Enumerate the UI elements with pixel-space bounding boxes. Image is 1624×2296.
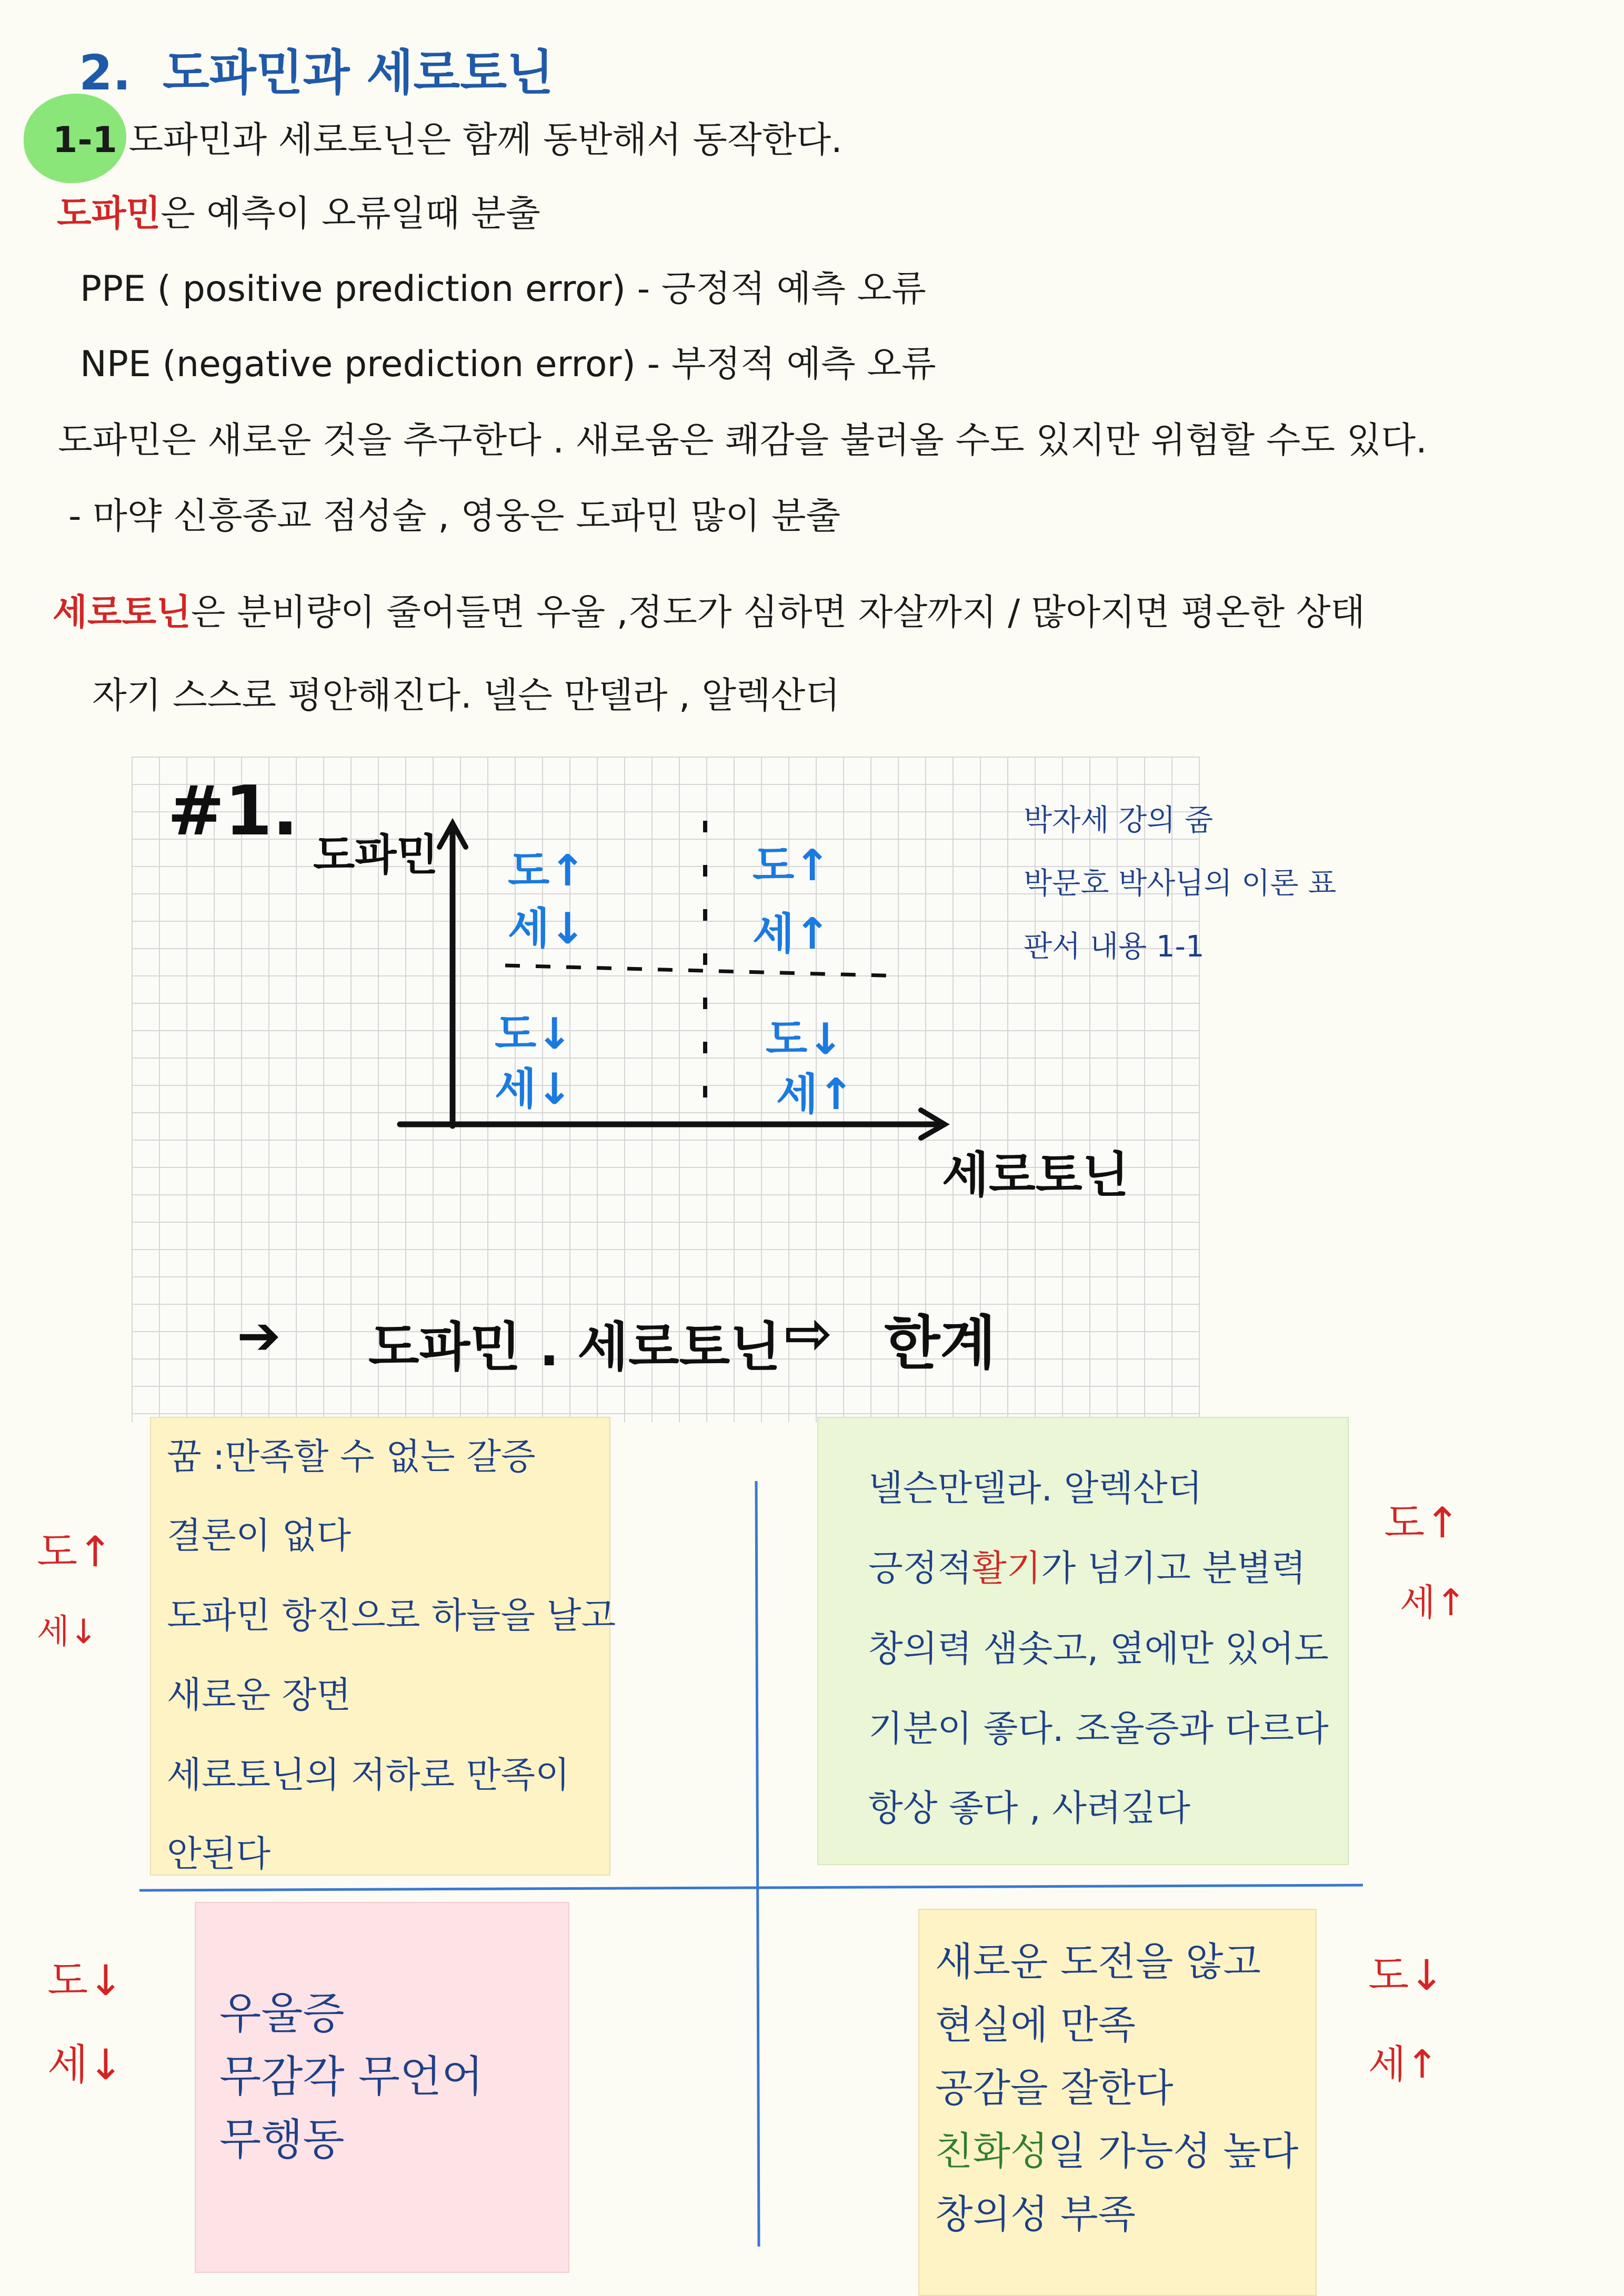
page-title: 2. 도파민과 세로토닌	[79, 45, 554, 101]
side-mark-right-top-serotonin: 세↑	[1400, 1581, 1467, 1624]
side-mark-left-bottom-dopamine: 도↓	[47, 1956, 124, 2005]
quadrant-top-right-serotonin: 세↑	[753, 909, 830, 959]
arrow-icon: ➔	[237, 1305, 281, 1366]
line-ppe: PPE ( positive prediction error) - 긍정적 예측 오류	[80, 268, 926, 310]
side-mark-left-bottom-serotonin: 세↓	[47, 2040, 124, 2089]
caption-1: 박자세 강의 줌	[1024, 803, 1214, 838]
quadrant-top-left-serotonin: 세↓	[508, 904, 586, 954]
side-mark-right-top-dopamine: 도↑	[1384, 1498, 1460, 1547]
line-npe: NPE (negative prediction error) - 부정적 예측 오류	[80, 344, 936, 385]
line-1: 1-1 도파민과 세로토닌은 함께 동반해서 동작한다.	[53, 119, 843, 161]
side-mark-right-bottom-serotonin: 세↑	[1368, 2042, 1439, 2087]
note-line: 결론이 없다	[167, 1515, 352, 1557]
note-line: 긍정적활기가 넘기고 분별력	[868, 1548, 1306, 1589]
note-line: 꿈 :만족할 수 없는 갈증	[167, 1436, 536, 1478]
side-mark-left-top-serotonin: 세↓	[37, 1613, 98, 1651]
note-line: 현실에 만족	[935, 2002, 1136, 2048]
sketch-heading: #1.	[167, 771, 298, 851]
note-top-right	[817, 1417, 1349, 1865]
caption-2: 박문호 박사님의 이론 표	[1024, 867, 1337, 901]
x-axis-label: 세로토닌	[942, 1147, 1129, 1203]
sketch-limit-text: 한계	[884, 1310, 996, 1377]
note-line: 넬슨만델라. 알렉산더	[868, 1468, 1202, 1509]
caption-3: 판서 내용 1-1	[1024, 930, 1205, 964]
note-line: 무감각 무언어	[219, 2052, 484, 2102]
note-line: 도파민 항진으로 하늘을 날고	[167, 1595, 616, 1637]
note-line: 항상 좋다 , 사려깊다	[868, 1788, 1190, 1829]
quadrant-bottom-right-serotonin: 세↑	[776, 1070, 854, 1120]
note-bottom-right	[918, 1909, 1317, 2296]
quadrant-top-left-dopamine: 도↑	[508, 846, 586, 896]
note-line: 새로운 도전을 않고	[935, 1939, 1261, 1985]
note-line: 세로토닌의 저하로 만족이	[167, 1755, 570, 1796]
quadrant-bottom-right-dopamine: 도↓	[766, 1014, 844, 1064]
note-top-left	[150, 1417, 616, 1876]
note-line: 무행동	[219, 2115, 345, 2165]
sketch-bottom-text: 도파민 . 세로토닌	[368, 1316, 781, 1378]
line-2: 도파민은 예측이 오류일때 분출	[57, 193, 540, 235]
note-line: 창의력 샘솟고, 옆에만 있어도	[868, 1628, 1329, 1670]
double-arrow-icon: ⇨	[784, 1300, 833, 1367]
line-5: 도파민은 새로운 것을 추구한다 . 새로움은 쾌감을 불러올 수도 있지만 위험할 수도 있다.	[58, 420, 1427, 461]
note-line: 새로운 장면	[167, 1675, 352, 1716]
line-8: 자기 스스로 평안해진다. 넬슨 만델라 , 알렉산더	[92, 675, 840, 717]
note-bottom-left	[195, 1902, 569, 2273]
line-6: - 마약 신흥종교 점성술 , 영웅은 도파민 많이 분출	[68, 496, 841, 537]
quadrant-bottom-left-serotonin: 세↓	[495, 1064, 573, 1114]
side-mark-left-top-dopamine: 도↑	[37, 1527, 113, 1576]
note-line: 기분이 좋다. 조울증과 다르다	[868, 1708, 1329, 1750]
quadrant-bottom-left-dopamine: 도↓	[495, 1009, 573, 1059]
note-line: 친화성일 가능성 높다	[935, 2129, 1299, 2174]
note-line: 안된다	[167, 1834, 271, 1875]
note-line: 공감을 잘한다	[935, 2066, 1174, 2111]
y-axis-label: 도파민	[313, 830, 438, 880]
note-line: 창의성 부족	[935, 2192, 1136, 2237]
side-mark-right-bottom-dopamine: 도↓	[1368, 1951, 1445, 2000]
quadrant-top-right-dopamine: 도↑	[753, 841, 830, 891]
line-7: 세로토닌은 분비량이 줄어들면 우울 ,정도가 심하면 자살까지 / 많아지면 평온한 상태	[53, 592, 1366, 633]
note-line: 우울증	[219, 1989, 345, 2039]
